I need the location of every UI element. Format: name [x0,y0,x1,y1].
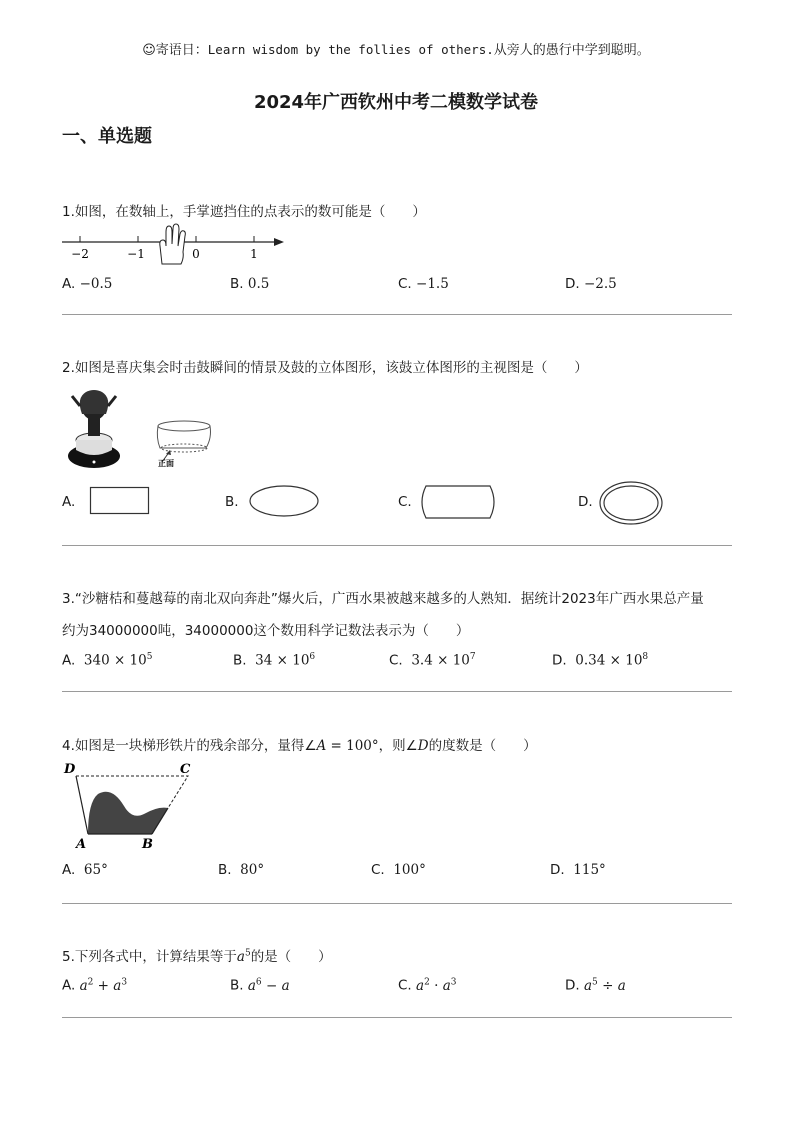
q2-option-c-letter[interactable]: C. [398,494,412,510]
q5-option-d[interactable]: D. $a^5 \div a$ [565,977,626,994]
q5-option-c[interactable]: C. $a^2 \cdot a^3$ [398,977,457,994]
q1-option-b[interactable]: B. 0.5 [230,276,270,292]
number-line-figure [60,226,290,266]
tick-label-neg2: −2 [71,247,89,261]
divider [62,691,732,692]
q2-option-b-letter[interactable]: B. [225,494,239,510]
vertex-label-b: B [142,837,153,852]
trapezoid-figure [62,760,198,852]
question-2-text: 2.如图是喜庆集会时击鼓瞬间的情景及鼓的立体图形，该鼓立体图形的主视图是（ ） [62,360,588,376]
drummer-photo [66,388,122,472]
question-3-line2: 约为34000000吨，34000000这个数用科学记数法表示为（ ） [62,623,470,639]
q1-option-a[interactable]: A. −0.5 [62,276,113,292]
front-label: 正面 [158,459,174,468]
q3-option-b[interactable]: B. $34 \times 10^6$ [233,652,316,669]
motto-prefix: ☺寄语日： [142,43,208,58]
q2-option-a-rectangle[interactable] [89,486,151,516]
q3-option-d[interactable]: D. $0.34 \times 10^8$ [552,652,649,669]
q4-option-c[interactable]: C. 100° [371,862,426,878]
divider [62,1017,732,1018]
q3-option-a[interactable]: A. $340 \times 10^5$ [62,652,153,669]
tick-label-1: 1 [250,247,258,261]
tick-label-0: 0 [192,247,200,261]
drum-3d-figure [154,418,216,470]
q1-option-c[interactable]: C. −1.5 [398,276,449,292]
question-3-line1: 3.“沙糖桔和蔓越莓的南北双向奔赴”爆火后，广西水果被越来越多的人熟知．据统计2023年广西水果总产量 [62,591,704,607]
q3-option-c[interactable]: C. $3.4 \times 10^7$ [389,652,476,669]
q5-option-a[interactable]: A. $a^2 + a^3$ [62,977,128,994]
question-5-text: 5.下列各式中，计算结果等于$a^5$的是（ ） [62,948,332,965]
vertex-label-d: D [64,762,76,777]
q2-option-a-letter[interactable]: A. [62,494,76,510]
section-heading: 一、单选题 [62,126,152,147]
motto-line [0,39,792,58]
q4-option-b[interactable]: B. 80° [218,862,265,878]
q2-option-d-double-ellipse[interactable] [598,480,666,528]
q2-option-d-letter[interactable]: D. [578,494,593,510]
divider [62,903,732,904]
q5-option-b[interactable]: B. $a^6 - a$ [230,977,290,994]
hand-icon [160,224,186,264]
q2-option-c-barrel[interactable] [420,484,498,522]
vertex-label-c: C [180,762,191,777]
q1-option-d[interactable]: D. −2.5 [565,276,617,292]
q4-option-a[interactable]: A. 65° [62,862,108,878]
question-1-text: 1.如图，在数轴上，手掌遮挡住的点表示的数可能是（ ） [62,204,426,220]
tick-label-neg1: −1 [127,247,145,261]
divider [62,314,732,315]
vertex-label-a: A [76,837,87,852]
page-title: 2024年广西钦州中考二模数学试卷 [253,92,539,113]
motto-english: Learn wisdom by the follies of others. [207,42,494,57]
motto-chinese: 从旁人的愚行中学到聪明。 [493,43,650,58]
question-4-text: 4.如图是一块梯形铁片的残余部分，量得∠A = 100°，则∠D的度数是（ ） [62,738,537,754]
q4-option-d[interactable]: D. 115° [550,862,606,878]
q2-option-b-ellipse[interactable] [248,484,322,520]
divider [62,545,732,546]
